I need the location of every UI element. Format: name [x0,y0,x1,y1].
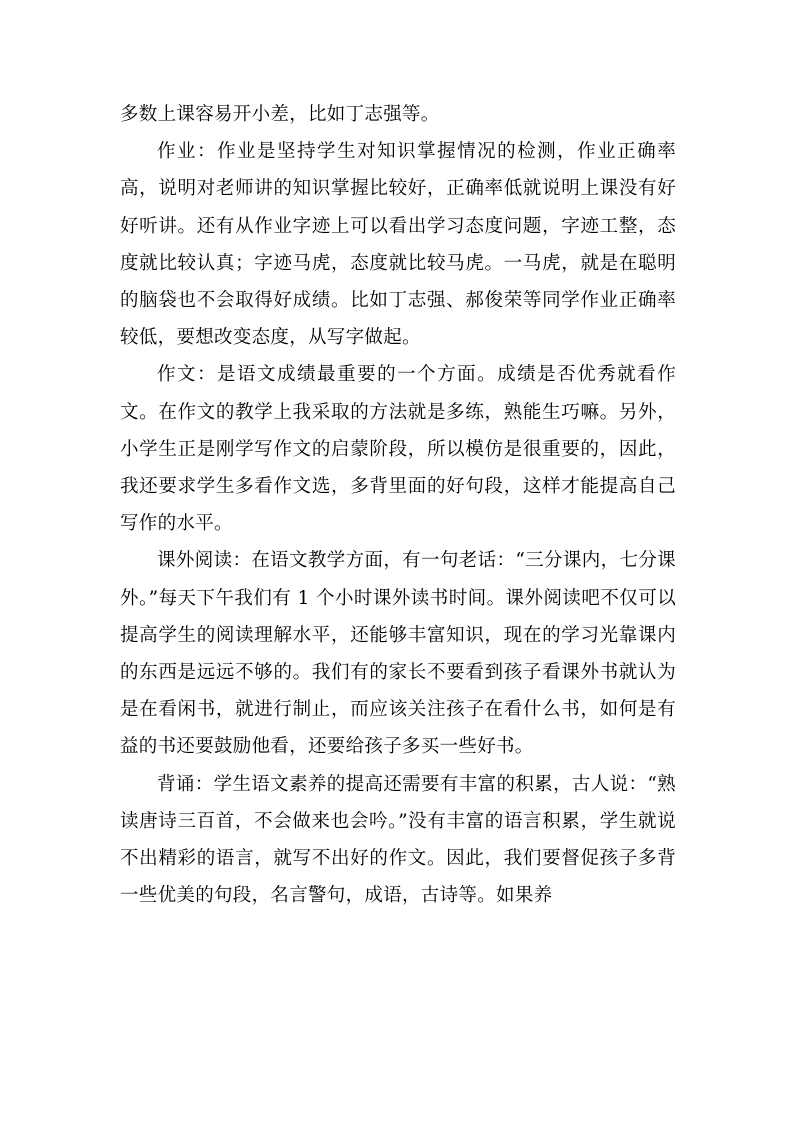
paragraph-recitation: 背诵：学生语文素养的提高还需要有丰富的积累，古人说：“熟读唐诗三百首，不会做来也会吟。”没有丰富的语言积累，学生就说不出精彩的语言，就写不出好的作文。因此，我们要督促孩子多背一些优美的句段，名言警句，成语，古诗等。如果养 [120,773,676,907]
paragraph-continuation: 多数上课容易开小差，比如丁志强等。 [120,104,440,125]
paragraph-composition: 作文：是语文成绩最重要的一个方面。成绩是否优秀就看作文。在作文的教学上我采取的方法就是多练，熟能生巧嘛。另外，小学生正是刚学写作文的启蒙阶段，所以模仿是很重要的，因此，我还要求学生多看作文选，多背里面的好句段，这样才能提高自己写作的水平。 [120,364,676,535]
paragraph-homework: 作业：作业是坚持学生对知识掌握情况的检测，作业正确率高，说明对老师讲的知识掌握比较好，正确率低就说明上课没有好好听讲。还有从作业字迹上可以看出学习态度问题，字迹工整，态度就比较认真；字迹马虎，态度就比较马虎。一马虎，就是在聪明的脑袋也不会取得好成绩。比如丁志强、郝俊荣等同学作业正确率较低，要想改变态度，从写字做起。 [120,141,676,349]
document-body [120,96,676,914]
paragraph-extracurricular-reading: 课外阅读：在语文教学方面，有一句老话：“三分课内，七分课外。”每天下午我们有 1 个小时课外读书时间。课外阅读吧不仅可以提高学生的阅读理解水平，还能够丰富知识，现在的学习光靠课内的东西是远远不够的。我们有的家长不要看到孩子看课外书就认为是在看闲书，就进行制止，而应该关注孩子在看什么书，如何是有益的书还要鼓励他看，还要给孩子多买一些好书。 [120,550,676,758]
